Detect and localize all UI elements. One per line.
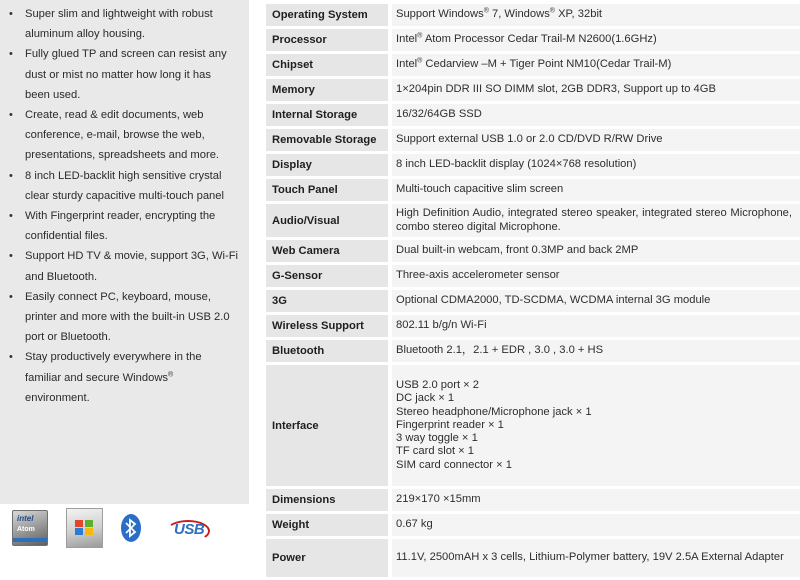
logo-strip <box>0 504 249 547</box>
spec-row <box>266 365 800 486</box>
feature-text: printer and more with the built-in USB 2.0 <box>25 311 230 324</box>
spec-row <box>266 315 800 337</box>
feature-text: confidential files. <box>25 230 108 243</box>
spec-value <box>392 340 800 362</box>
intel-atom-logo <box>12 510 48 546</box>
bullet: • <box>9 109 13 122</box>
spec-label: Memory <box>266 79 388 101</box>
spec-value-line: 1×204pin DDR III SO DIMM slot, 2GB DDR3, Support up to 4GB <box>396 83 716 96</box>
spec-value <box>392 179 800 201</box>
usb-logo-text: USB <box>174 521 205 538</box>
spec-label: Removable Storage <box>266 129 388 151</box>
bullet: • <box>9 169 13 182</box>
spec-value-line: Three-axis accelerometer sensor <box>396 269 560 282</box>
spec-label: Web Camera <box>266 240 388 262</box>
feature-text: environment. <box>25 391 90 404</box>
spec-value <box>392 4 800 26</box>
spec-value-line: High Definition Audio, integrated stereo speaker, integrated stereo Microphone, combo stereo digital Microphone. <box>396 207 792 233</box>
logo-bar <box>13 538 47 542</box>
spec-row <box>266 489 800 511</box>
spec-label: Chipset <box>266 54 388 76</box>
spec-value <box>392 489 800 511</box>
windows-logo <box>66 508 103 548</box>
registered-mark: ® <box>417 57 423 65</box>
bluetooth-icon <box>121 514 141 542</box>
spec-row <box>266 154 800 176</box>
spec-label: Touch Panel <box>266 179 388 201</box>
spec-row <box>266 179 800 201</box>
feature-text: conference, e-mail, browse the web, <box>25 129 205 142</box>
feature-text: been used. <box>25 88 81 101</box>
spec-table <box>266 1 800 580</box>
spec-row <box>266 340 800 362</box>
spec-row <box>266 104 800 126</box>
spec-value-line: 16/32/64GB SSD <box>396 108 482 121</box>
spec-row <box>266 265 800 287</box>
spec-value <box>392 265 800 287</box>
spec-value-line: 219×170 ×15mm <box>396 493 481 506</box>
spec-value <box>392 315 800 337</box>
spec-value-line: 8 inch LED-backlit display (1024×768 resolution) <box>396 158 637 171</box>
spec-value-line: Dual built-in webcam, front 0.3MP and back 2MP <box>396 244 639 257</box>
bullet: • <box>9 210 13 223</box>
bullet: • <box>9 8 13 20</box>
spec-value-line: 0.67 kg <box>396 518 433 531</box>
spec-value-line: Optional CDMA2000, TD-SCDMA, WCDMA internal 3G module <box>396 294 711 307</box>
bullet: • <box>9 48 13 61</box>
spec-row <box>266 514 800 536</box>
feature-text: 8 inch LED-backlit high sensitive crystal <box>25 169 222 182</box>
feature-item <box>7 206 239 246</box>
spec-value <box>392 539 800 577</box>
spec-value <box>392 290 800 312</box>
spec-value-line: Intel® Atom Processor Cedar Trail-M N2600(1.6GHz) <box>396 32 657 46</box>
spec-row <box>266 79 800 101</box>
spec-label: Wireless Support <box>266 315 388 337</box>
spec-value <box>392 240 800 262</box>
spec-value-line: SIM card connector × 1 <box>396 458 512 471</box>
spec-label: Processor <box>266 29 388 51</box>
spec-label: Bluetooth <box>266 340 388 362</box>
spec-label: 3G <box>266 290 388 312</box>
spec-value <box>392 54 800 76</box>
feature-text: Fully glued TP and screen can resist any <box>25 48 227 61</box>
registered-mark: ® <box>483 7 489 15</box>
spec-value-line: Multi-touch capacitive slim screen <box>396 183 564 196</box>
spec-label: Interface <box>266 365 388 486</box>
spec-label: G-Sensor <box>266 265 388 287</box>
feature-text: With Fingerprint reader, encrypting the <box>25 210 216 223</box>
bullet: • <box>9 351 13 364</box>
feature-text: clear sturdy capacitive multi-touch panel <box>25 189 224 202</box>
spec-value-line: Stereo headphone/Microphone jack × 1 <box>396 405 592 418</box>
spec-table-body <box>266 4 800 577</box>
spec-row <box>266 290 800 312</box>
bullet: • <box>9 250 13 263</box>
intel-logo-text: intel <box>17 514 34 523</box>
spec-row <box>266 29 800 51</box>
feature-text: Easily connect PC, keyboard, mouse, <box>25 290 211 303</box>
feature-item <box>7 4 239 44</box>
spec-value-line: 802.11 b/g/n Wi-Fi <box>396 319 487 332</box>
feature-item <box>7 287 239 348</box>
spec-value-line: TF card slot × 1 <box>396 445 475 458</box>
feature-text: presentations, spreadsheets and more. <box>25 149 220 162</box>
spec-value <box>392 204 800 237</box>
feature-item <box>7 246 239 286</box>
spec-label: Power <box>266 539 388 577</box>
spec-label: Weight <box>266 514 388 536</box>
registered-mark: ® <box>549 7 555 15</box>
spec-value-line: Bluetooth 2.1，2.1 + EDR , 3.0 , 3.0 + HS <box>396 344 604 357</box>
spec-label: Dimensions <box>266 489 388 511</box>
usb-logo <box>164 518 210 542</box>
feature-text: and Bluetooth. <box>25 270 98 283</box>
feature-text: dust or mist no matter how long it has <box>25 68 211 81</box>
feature-text: port or Bluetooth. <box>25 331 111 344</box>
bullet: • <box>9 290 13 303</box>
spec-value-line: 11.1V, 2500mAH x 3 cells, Lithium-Polymer battery, 19V 2.5A External Adapter <box>396 551 784 564</box>
feature-text: familiar and secure Windows <box>25 371 169 384</box>
spec-label: Audio/Visual <box>266 204 388 237</box>
spec-row <box>266 240 800 262</box>
spec-value <box>392 514 800 536</box>
spec-value-line: USB 2.0 port × 2 <box>396 379 480 392</box>
atom-logo-text: Atom <box>17 526 35 533</box>
feature-text: Support HD TV & movie, support 3G, Wi-Fi <box>25 250 239 263</box>
spec-value-line: DC jack × 1 <box>396 392 455 405</box>
spec-value <box>392 104 800 126</box>
feature-text: Stay productively everywhere in the <box>25 351 202 364</box>
spec-value <box>392 365 800 486</box>
spec-value-line: Support external USB 1.0 or 2.0 CD/DVD R/RW Drive <box>396 133 663 146</box>
feature-item <box>7 347 239 408</box>
feature-text: Super slim and lightweight with robust <box>25 8 213 20</box>
spec-label: Display <box>266 154 388 176</box>
registered-mark: ® <box>417 32 423 40</box>
spec-value <box>392 129 800 151</box>
spec-row <box>266 54 800 76</box>
registered-mark: ® <box>168 370 174 378</box>
spec-row <box>266 4 800 26</box>
spec-value-line: Support Windows® 7, Windows® XP, 32bit <box>396 7 603 21</box>
windows-flag-icon <box>75 520 93 535</box>
features-list <box>0 0 249 408</box>
spec-row <box>266 204 800 237</box>
spec-value-line: Fingerprint reader × 1 <box>396 418 504 431</box>
feature-item <box>7 105 239 166</box>
feature-text: aluminum alloy housing. <box>25 28 146 41</box>
spec-label: Internal Storage <box>266 104 388 126</box>
feature-item <box>7 44 239 105</box>
spec-value <box>392 154 800 176</box>
spec-row <box>266 539 800 577</box>
feature-item <box>7 166 239 206</box>
spec-value-line: Intel® Cedarview –M + Tiger Point NM10(Cedar Trail-M) <box>396 57 672 71</box>
spec-value-line: 3 way toggle × 1 <box>396 432 478 445</box>
features-panel <box>0 0 251 504</box>
spec-row <box>266 129 800 151</box>
spec-label: Operating System <box>266 4 388 26</box>
spec-value <box>392 29 800 51</box>
feature-text: Create, read & edit documents, web <box>25 109 204 122</box>
spec-value <box>392 79 800 101</box>
